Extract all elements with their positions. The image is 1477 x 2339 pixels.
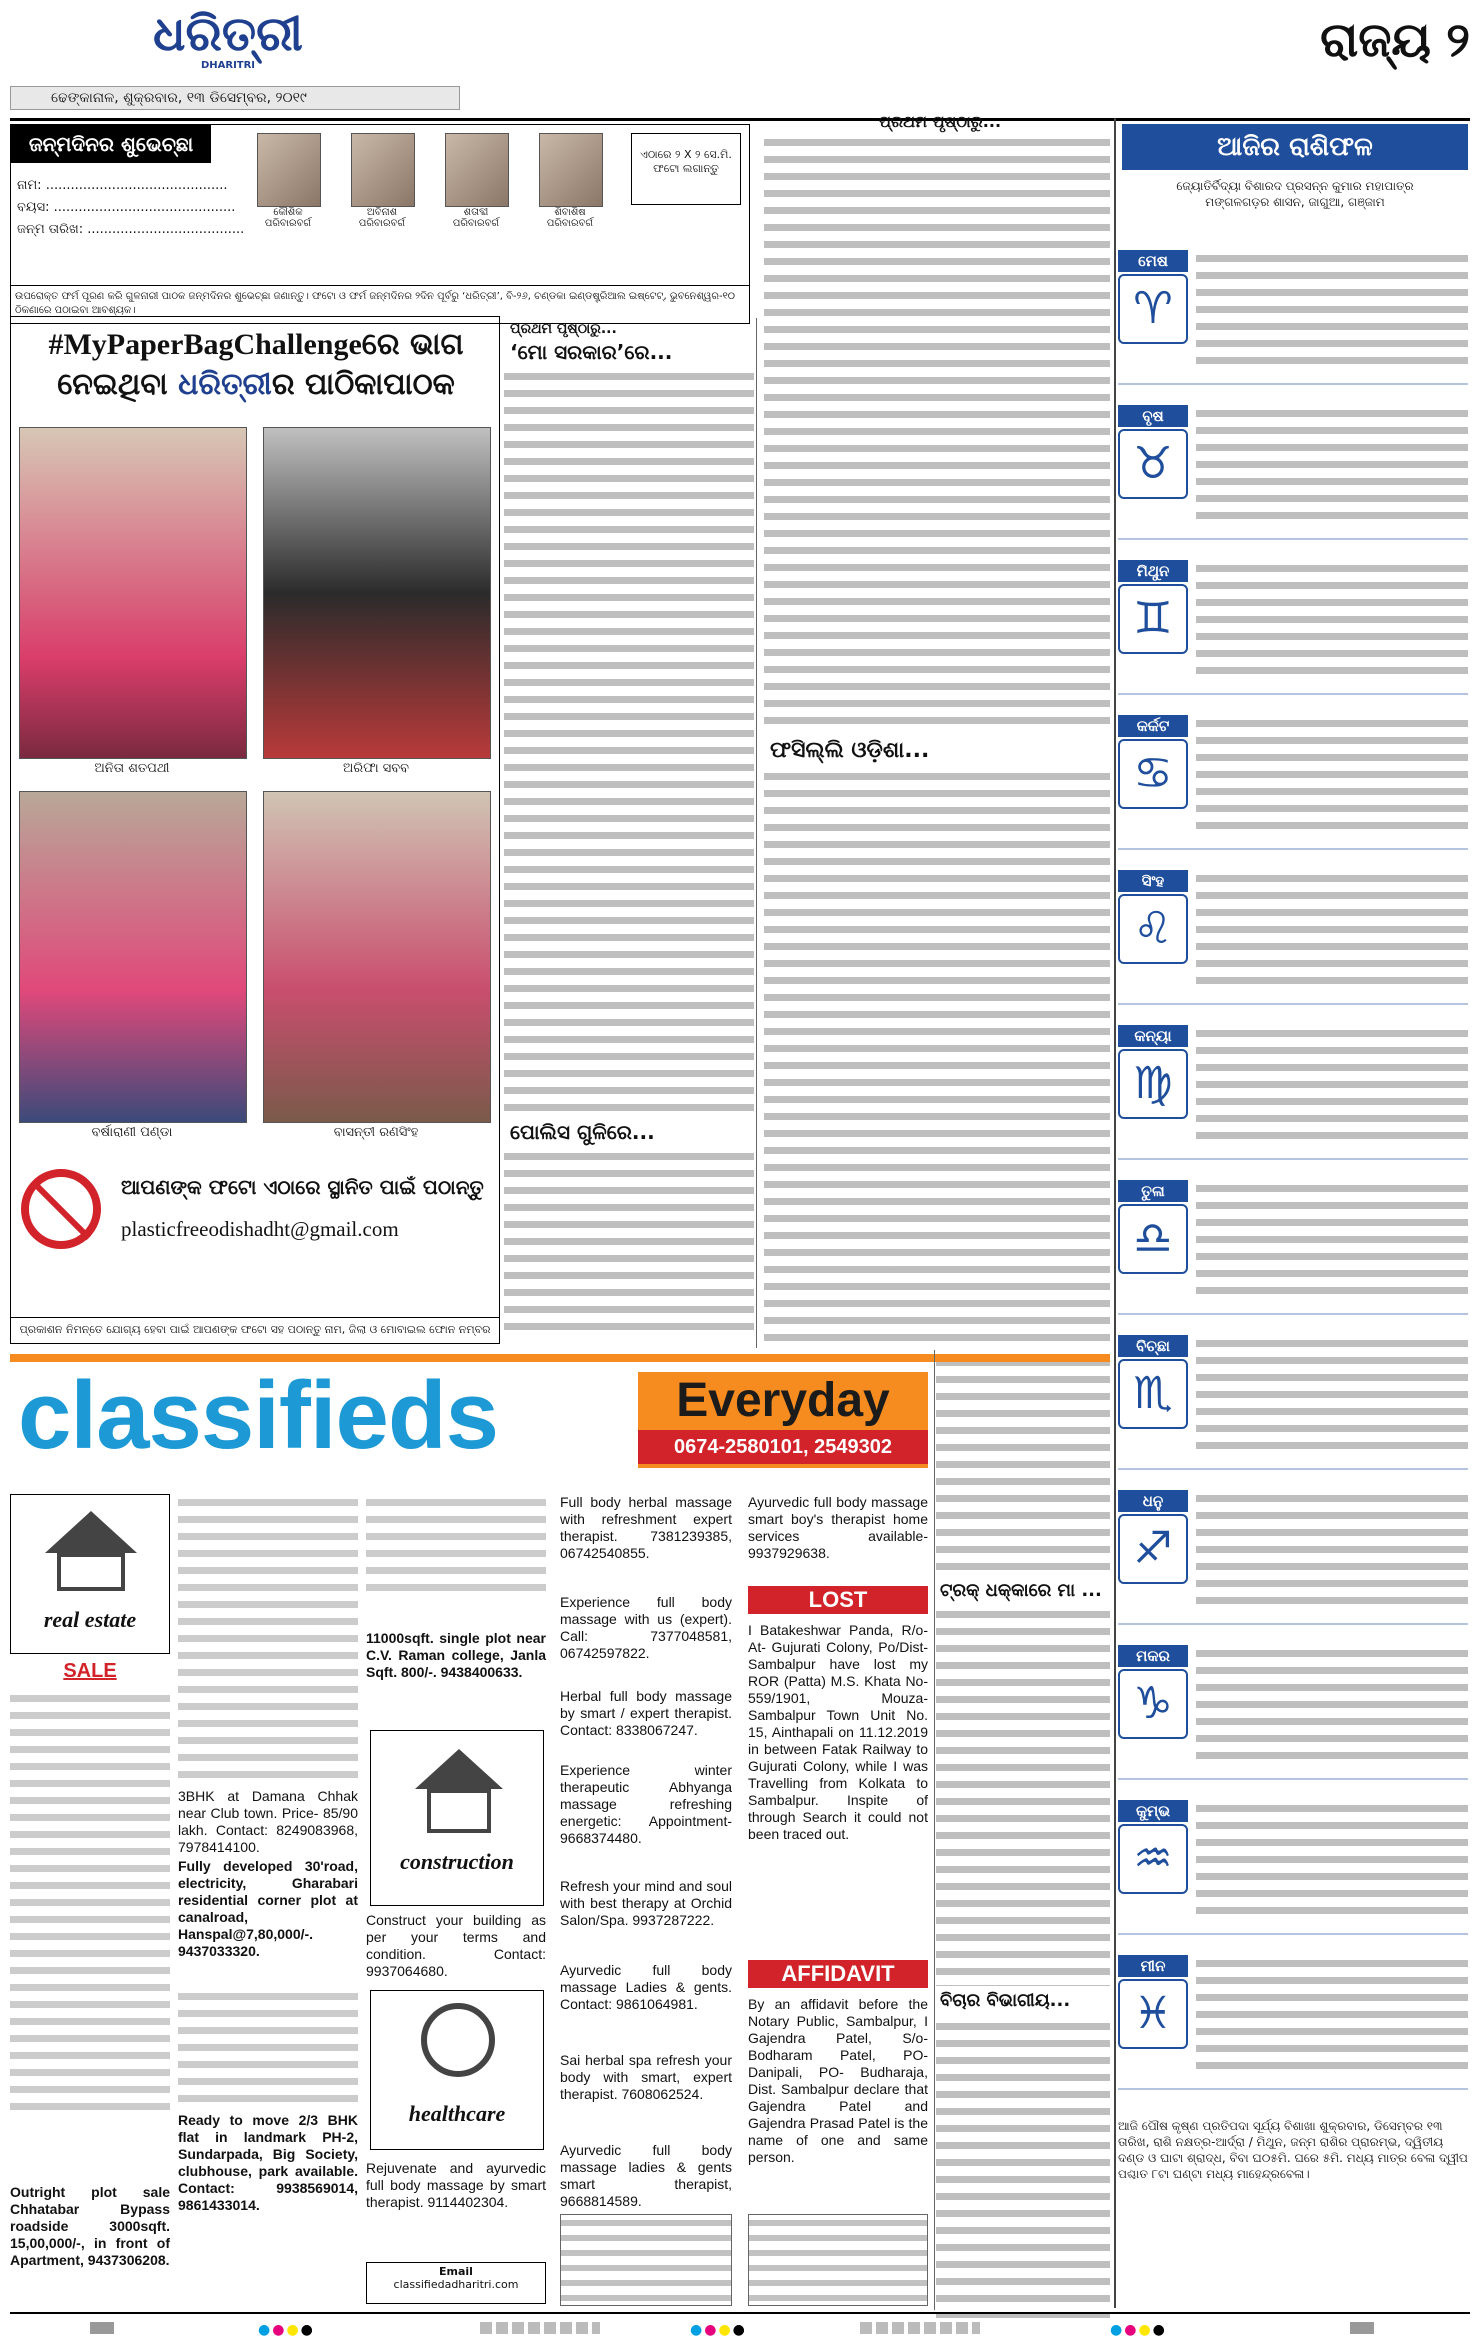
birthday-footnote: ଉପରୋକ୍ତ ଫର୍ମ ପୂରଣ କରି ଗୁଳନାରୀ ପାଠକ ଜନ୍ମଦିନର ଶୁଭେଚ୍ଛା ଜଣାନ୍ତୁ। ଫଟୋ ଓ ଫର୍ମ ଜନ୍ମଦିନର ୨ଦିନ ପୂର୍ବରୁ ‘ଧରିତ୍ରୀ’, ବି-୨୬, ଚଣ୍ଡକା ଇଣ୍ଡଷ୍ଟ୍ରିଆଲ ଇଷ୍ଟେଟ୍, ଭୁବନେଶ୍ୱର-୧୦ ଠିକଣାରେ ପଠାଇବା ଆବଶ୍ୟକ। [11, 285, 749, 323]
zodiac-glyph: ♌ [1133, 903, 1173, 954]
zodiac-text [1196, 715, 1468, 835]
challenge-title-c: ନେଇଥିବା [57, 367, 168, 402]
birthday-photo-2 [351, 133, 415, 207]
everyday-box [638, 1372, 928, 1468]
right-kicker: ପ୍ରଥମ ପୃଷ୍ଠାରୁ... [878, 112, 1002, 131]
birthday-box: ଜନ୍ମଦିନର ଶୁଭେଚ୍ଛା ନାମ: ............................................ ବୟସ: ............................................ ଜନ୍ମ ତାରିଖ: ...................................... କୌଶିକ ପରିବାରବର୍ଗ ଅବିନାଶ ପରିବାରବର୍ଗ ଶତାବ୍ଦୀ ପରିବାରବର୍ଗ ଶିବାଶିଷ ପରିବାରବର୍ଗ ଏଠାରେ ୨ X ୨ ସେ.ମି. ଫଟୋ ଲଗାନ୍ତୁ ଉପରୋକ୍ତ ଫର୍ମ ପୂରଣ କରି ଗୁଳନାରୀ ପାଠକ ଜନ୍ମଦିନର ଶୁଭେଚ୍ଛା ଜଣାନ୍ତୁ। ଫଟୋ ଓ ଫର୍ମ ଜନ୍ମଦିନର ୨ଦିନ ପୂର୍ବରୁ ‘ଧରିତ୍ରୀ’, ବି-୨୬, ଚଣ୍ଡକା ଇଣ୍ଡଷ୍ଟ୍ରିଆଲ ଇଷ୍ଟେଟ୍, ଭୁବନେଶ୍ୱର-୧୦ ଠିକଣାରେ ପଠାଇବା ଆବଶ୍ୟକ। [10, 124, 750, 324]
challenge-title-b: ରେ ଭାଗ [361, 327, 464, 362]
police-article-text [504, 1148, 754, 1338]
zodiac-sign-icon [1118, 739, 1188, 809]
stethoscope-icon [421, 2003, 495, 2077]
zodiac-sign-icon [1118, 429, 1188, 499]
challenge-caption-1: ଅନିତା ଶତପଥୀ [94, 761, 170, 776]
horoscope-title: ଆଜିର ରାଶିଫଳ [1122, 124, 1468, 170]
zodiac-divider [1118, 693, 1468, 695]
zodiac-glyph: ♎ [1133, 1213, 1173, 1264]
ad-construct: Construct your building as per your terms and condition. Contact: 9937064680. [366, 1912, 546, 1979]
zodiac-sign-icon [1118, 1669, 1188, 1739]
zodiac-label-7: ବିଚ୍ଛା [1118, 1335, 1188, 1357]
zodiac-divider [1118, 1778, 1468, 1780]
ad-col3-lines [366, 1494, 546, 1594]
dateline-bar [10, 86, 460, 110]
classifieds-phones: 0674-2580101, 2549302 [638, 1430, 928, 1464]
zodiac-label-6: ତୁଳା [1118, 1180, 1188, 1202]
ad-form-box [560, 2214, 732, 2306]
ad-massage-8: Ayurvedic full body massage ladies & gents smart therapist, 9668814589. [560, 2142, 732, 2209]
ad-lost-ror: I Batakeshwar Panda, R/o- At- Gujurati Colony, Po/Dist- Sambalpur have lost my ROR (Patta) M.S. Khata No- 559/1901, Mouza- Sambalpur Town Unit No. 15, Ainthapali on 11.12.2019 in between Fatak Railway to Gujurati Colony, while I was Travelling from Kolkata to Sambalpur. Inspite of through Search it could not been traced out. [748, 1622, 928, 1842]
birthday-caption-2: ଅବିନାଶ ପରିବାରବର୍ଗ [358, 207, 406, 229]
zodiac-sign-icon [1118, 1204, 1188, 1274]
zodiac-label-5: କନ୍ୟା [1118, 1025, 1188, 1047]
zodiac-divider [1118, 1933, 1468, 1935]
birthday-photo-3 [445, 133, 509, 207]
zodiac-divider [1118, 1468, 1468, 1470]
reader-notice-box [748, 2214, 928, 2306]
challenge-email[interactable]: plasticfreeodishadht@gmail.com [121, 1217, 399, 1241]
zodiac-divider [1118, 2088, 1468, 2090]
no-plastic-icon [21, 1169, 101, 1249]
sale-label: SALE [63, 1660, 117, 1682]
zodiac-divider [1118, 538, 1468, 540]
zodiac-divider [1118, 1313, 1468, 1315]
truck-headline: ଟ୍ରକ୍ ଧକ୍କାରେ ମା ... [940, 1580, 1102, 1601]
healthcare-box [370, 1990, 544, 2150]
dateline: ଢେଙ୍କାନାଳ, ଶୁକ୍ରବାର, ୧୩ ଡିସେମ୍ବର, ୨୦୧୯ [51, 90, 307, 106]
zodiac-sign-icon [1118, 584, 1188, 654]
house-body [57, 1553, 125, 1591]
zodiac-sign-icon [1118, 1514, 1188, 1584]
zodiac-divider [1118, 1158, 1468, 1160]
construction-icon [415, 1749, 503, 1789]
zodiac-text [1196, 1025, 1468, 1145]
right-article-1 [764, 134, 1110, 734]
zodiac-text [1196, 405, 1468, 525]
ad-outright-plot: Outright plot sale Chhatabar Bypass roadside 3000sqft. 15,00,000/-, in front of Apartment, 9437306208. [10, 2184, 170, 2268]
section-header [1260, 12, 1470, 92]
zodiac-glyph: ♏ [1133, 1368, 1173, 1419]
zodiac-divider [1118, 383, 1468, 385]
zodiac-label-1: ବୃଷ [1118, 405, 1188, 427]
mid-article-text [504, 368, 754, 1118]
page-number: ୨ [1446, 12, 1470, 68]
ad-ready-to-move: Ready to move 2/3 BHK flat in landmark PH-2, Sundarpada, Big Society, clubhouse, park available. Contact: 9938569014, 9861433014. [178, 2112, 358, 2213]
challenge-hashtag: #MyPaperBagChallenge [48, 328, 362, 361]
logo-sub: DHARITRI [200, 60, 256, 71]
zodiac-label-3: କର୍କଟ [1118, 715, 1188, 737]
section-title: ରାଜ୍ୟ [1320, 12, 1431, 68]
zodiac-text [1196, 560, 1468, 680]
ad-single-plot: 11000sqft. single plot near C.V. Raman college, Janla Sqft. 800/-. 9438400633. [366, 1630, 546, 1680]
zodiac-sign-icon [1118, 274, 1188, 344]
zodiac-label-10: କୁମ୍ଭ [1118, 1800, 1188, 1822]
dob-label: ଜନ୍ମ ତାରିଖ: [17, 222, 84, 237]
ad-col2-lines-b [178, 1988, 358, 2108]
zodiac-label-9: ମକର [1118, 1645, 1188, 1667]
challenge-photo-1 [19, 427, 247, 759]
ad-affidavit: By an affidavit before the Notary Public, Sambalpur, I Gajendra Patel, S/o- Bodharam Patel, PO- Danipali, PO- Budharaja, Dist. Sambalpur declare that Gajendra Patel and Gajendra Prasad Patel is the name of one and same person. [748, 1996, 928, 2165]
zodiac-text [1196, 870, 1468, 990]
zodiac-sign-icon [1118, 1049, 1188, 1119]
email-box: Email classifiedadharitri.com [366, 2262, 546, 2304]
real-estate-label: real estate [43, 1607, 137, 1632]
house-icon [45, 1511, 137, 1553]
everyday-text: Everyday [676, 1374, 890, 1427]
affidavit-heading: AFFIDAVIT [748, 1960, 928, 1988]
challenge-caption-3: ବର୍ଷାରାଣୀ ପଣ୍ଡା [91, 1125, 173, 1140]
classifieds-email[interactable]: classifiedadharitri.com [393, 2278, 519, 2291]
ad-massage-4: Experience winter therapeutic Abhyanga massage refreshing energetic: Appointment- 9668374480. [560, 1762, 732, 1846]
ad-developed-plot: Fully developed 30'road, electricity, Gharabari residential corner plot at canalroad, Hanspal@7,80,000/-. 9437033320. [178, 1858, 358, 1959]
challenge-photo-3 [19, 791, 247, 1123]
zodiac-text [1196, 1180, 1468, 1300]
challenge-footnote: ପ୍ରକାଶନ ନିମନ୍ତେ ଯୋଗ୍ୟ ହେବା ପାଇଁ ଆପଣଙ୍କ ଫଟୋ ସହ ପଠାନ୍ତୁ ନାମ, ଜିଲା ଓ ମୋବାଇଲ ଫୋନ ନମ୍ବର [11, 1317, 499, 1344]
photo-slot-note: ଏଠାରେ ୨ X ୨ ସେ.ମି. ଫଟୋ ଲଗାନ୍ତୁ [631, 133, 741, 205]
classifieds-word: classifieds [18, 1362, 498, 1469]
lost-heading: LOST [748, 1586, 928, 1614]
ad-col2-lines [178, 1494, 358, 1784]
masthead-logo [128, 8, 328, 78]
logo-text: ଧରିତ୍ରୀ [153, 6, 303, 62]
judicial-headline: ବିଚାର ବିଭାଗୀୟ... [940, 1990, 1071, 2011]
ad-massage-1: Full body herbal massage with refreshment expert therapist. 7381239385, 06742540855. [560, 1494, 732, 1561]
right-article-2 [764, 768, 1110, 1348]
zodiac-label-11: ମୀନ [1118, 1955, 1188, 1977]
zodiac-glyph: ♋ [1133, 748, 1173, 799]
mid-headline: ‘ମୋ ସରକାର’ରେ... [510, 340, 673, 364]
birthday-photo-4 [539, 133, 603, 207]
birthday-caption-3: ଶତାବ୍ଦୀ ପରିବାରବର୍ଗ [452, 207, 500, 229]
zodiac-glyph: ♓ [1133, 1988, 1173, 2039]
zodiac-glyph: ♒ [1133, 1833, 1173, 1884]
zodiac-divider [1118, 1623, 1468, 1625]
real-estate-box [10, 1494, 170, 1654]
challenge-caption-2: ଅରିଫା ସବବ [343, 761, 409, 776]
zodiac-glyph: ♑ [1133, 1678, 1173, 1729]
zodiac-sign-icon [1118, 894, 1188, 964]
birthday-caption-4: ଶିବାଶିଷ ପରିବାରବର୍ଗ [546, 207, 594, 229]
zodiac-glyph: ♈ [1133, 283, 1173, 334]
zodiac-glyph: ♐ [1133, 1523, 1173, 1574]
birthday-caption-1: କୌଶିକ ପରିବାରବର୍ଗ [264, 207, 312, 229]
name-label: ନାମ: [17, 178, 42, 193]
birthday-title: ଜନ୍ମଦିନର ଶୁଭେଚ୍ଛା [11, 125, 211, 163]
judicial-article [936, 2018, 1110, 2318]
ad-massage-6: Ayurvedic full body massage Ladies & gents. Contact: 9861064981. [560, 1962, 732, 2012]
ad-massage-7: Sai herbal spa refresh your body with smart, expert therapist. 7608062524. [560, 2052, 732, 2102]
police-headline: ପୋଲିସ ଗୁଳିରେ... [510, 1120, 655, 1144]
zodiac-glyph: ♉ [1133, 438, 1173, 489]
ad-rejuvenate: Rejuvenate and ayurvedic full body massage by smart therapist. 9114402304. [366, 2160, 546, 2210]
ad-col1-lines [10, 1690, 170, 2110]
construction-box [370, 1730, 544, 1906]
zodiac-label-0: ମେଷ [1118, 250, 1188, 272]
construction-label: construction [400, 1849, 514, 1874]
challenge-logo: ଧରିତ୍ରୀ [178, 367, 272, 402]
printer-marks: ●●●● ●●●● ●●●● [0, 2318, 1477, 2339]
zodiac-glyph: ♊ [1133, 593, 1173, 644]
birthday-photo-1 [257, 133, 321, 207]
horoscope-byline: ଜ୍ୟୋତିର୍ବିଦ୍ୟା ବିଶାରଦ ପ୍ରସନ୍ନ କୁମାର ମହାପାତ୍ର ମଙ୍ଗଳଗଡ଼ର ଶାସନ, ଜାଗୁଆ, ଗଞ୍ଜାମ [1176, 179, 1414, 209]
ad-ayurvedic-boy: Ayurvedic full body massage smart boy's therapist home services available- 9937929638. [748, 1494, 928, 1561]
ad-3bhk-damana: 3BHK at Damana Chhak near Club town. Price- 85/90 lakh. Contact: 8249083968, 7978414100. [178, 1788, 358, 1855]
challenge-send-text: ଆପଣଙ୍କ ଫଟୋ ଏଠାରେ ସ୍ଥାନିତ ପାଇଁ ପଠାନ୍ତୁ [121, 1175, 484, 1199]
ad-massage-5: Refresh your mind and soul with best therapy at Orchid Salon/Spa. 9937287222. [560, 1878, 732, 1928]
zodiac-sign-icon [1118, 1979, 1188, 2049]
zodiac-glyph: ♍ [1133, 1058, 1173, 1109]
classifieds-banner [10, 1358, 1110, 1478]
challenge-photo-4 [263, 791, 491, 1123]
zodiac-divider [1118, 1003, 1468, 1005]
horoscope-footer: ଆଜି ପୌଷ କୃଷ୍ଣ ପ୍ରତିପଦା ସୂର୍ଯ୍ୟ ବିଶାଖା ଶୁକ୍ରବାର, ଡିସେମ୍ବର ୧୩ ତାରିଖ, ରାଶି ନକ୍ଷତ୍ର-ଆର୍ଦ୍ରା / ମିଥୁନ, ଜନ୍ମ ରାଶିର ପ୍ରାରମ୍ଭ, ଦ୍ୱିତୀୟ ଦଣ୍ଡ ଓ ଘାଟା ଶ୍ରାଦ୍ଧ, ବିବା ଘ୦୫ମି. ଘରେ ୫ମି. ମଧ୍ୟ ମାତ୍ର ବେଳା ଦ୍ୱୀପ ପଶ୍ଚାତ ୮ଟା ଘଣ୍ଟା ମଧ୍ୟ ମାହେନ୍ଦ୍ରବେଳା। [1118, 2119, 1468, 2181]
zodiac-text [1196, 1335, 1468, 1455]
zodiac-text [1196, 250, 1468, 370]
healthcare-label: healthcare [408, 2101, 506, 2126]
challenge-box [10, 316, 500, 1344]
ad-massage-2: Experience full body massage with us (expert). Call: 7377048581, 06742597822. [560, 1594, 732, 1661]
zodiac-label-8: ଧନୁ [1118, 1490, 1188, 1512]
zodiac-sign-icon [1118, 1824, 1188, 1894]
challenge-title-e: ର ପାଠିକାପାଠକ [271, 367, 455, 402]
zodiac-text [1196, 1955, 1468, 2075]
challenge-photo-2 [263, 427, 491, 759]
ad-massage-3: Herbal full body massage by smart / expert therapist. Contact: 8338067247. [560, 1688, 732, 1738]
zodiac-sign-icon [1118, 1359, 1188, 1429]
truck-article [936, 1606, 1110, 1986]
zodiac-label-4: ସିଂହ [1118, 870, 1188, 892]
zodiac-text [1196, 1490, 1468, 1610]
mid-kicker: ପ୍ରଥମ ପୃଷ୍ଠାରୁ... [510, 321, 617, 337]
age-label: ବୟସ: [17, 200, 50, 215]
challenge-caption-4: ବାସନ୍ତୀ ରଣସିଂହ [333, 1125, 419, 1140]
zodiac-divider [1118, 848, 1468, 850]
zodiac-label-2: ମିଥୁନ [1118, 560, 1188, 582]
zodiac-text [1196, 1800, 1468, 1920]
right-headline-2: ଫସିଲ୍ଲି ଓଡ଼ିଶା... [770, 738, 930, 763]
zodiac-text [1196, 1645, 1468, 1765]
